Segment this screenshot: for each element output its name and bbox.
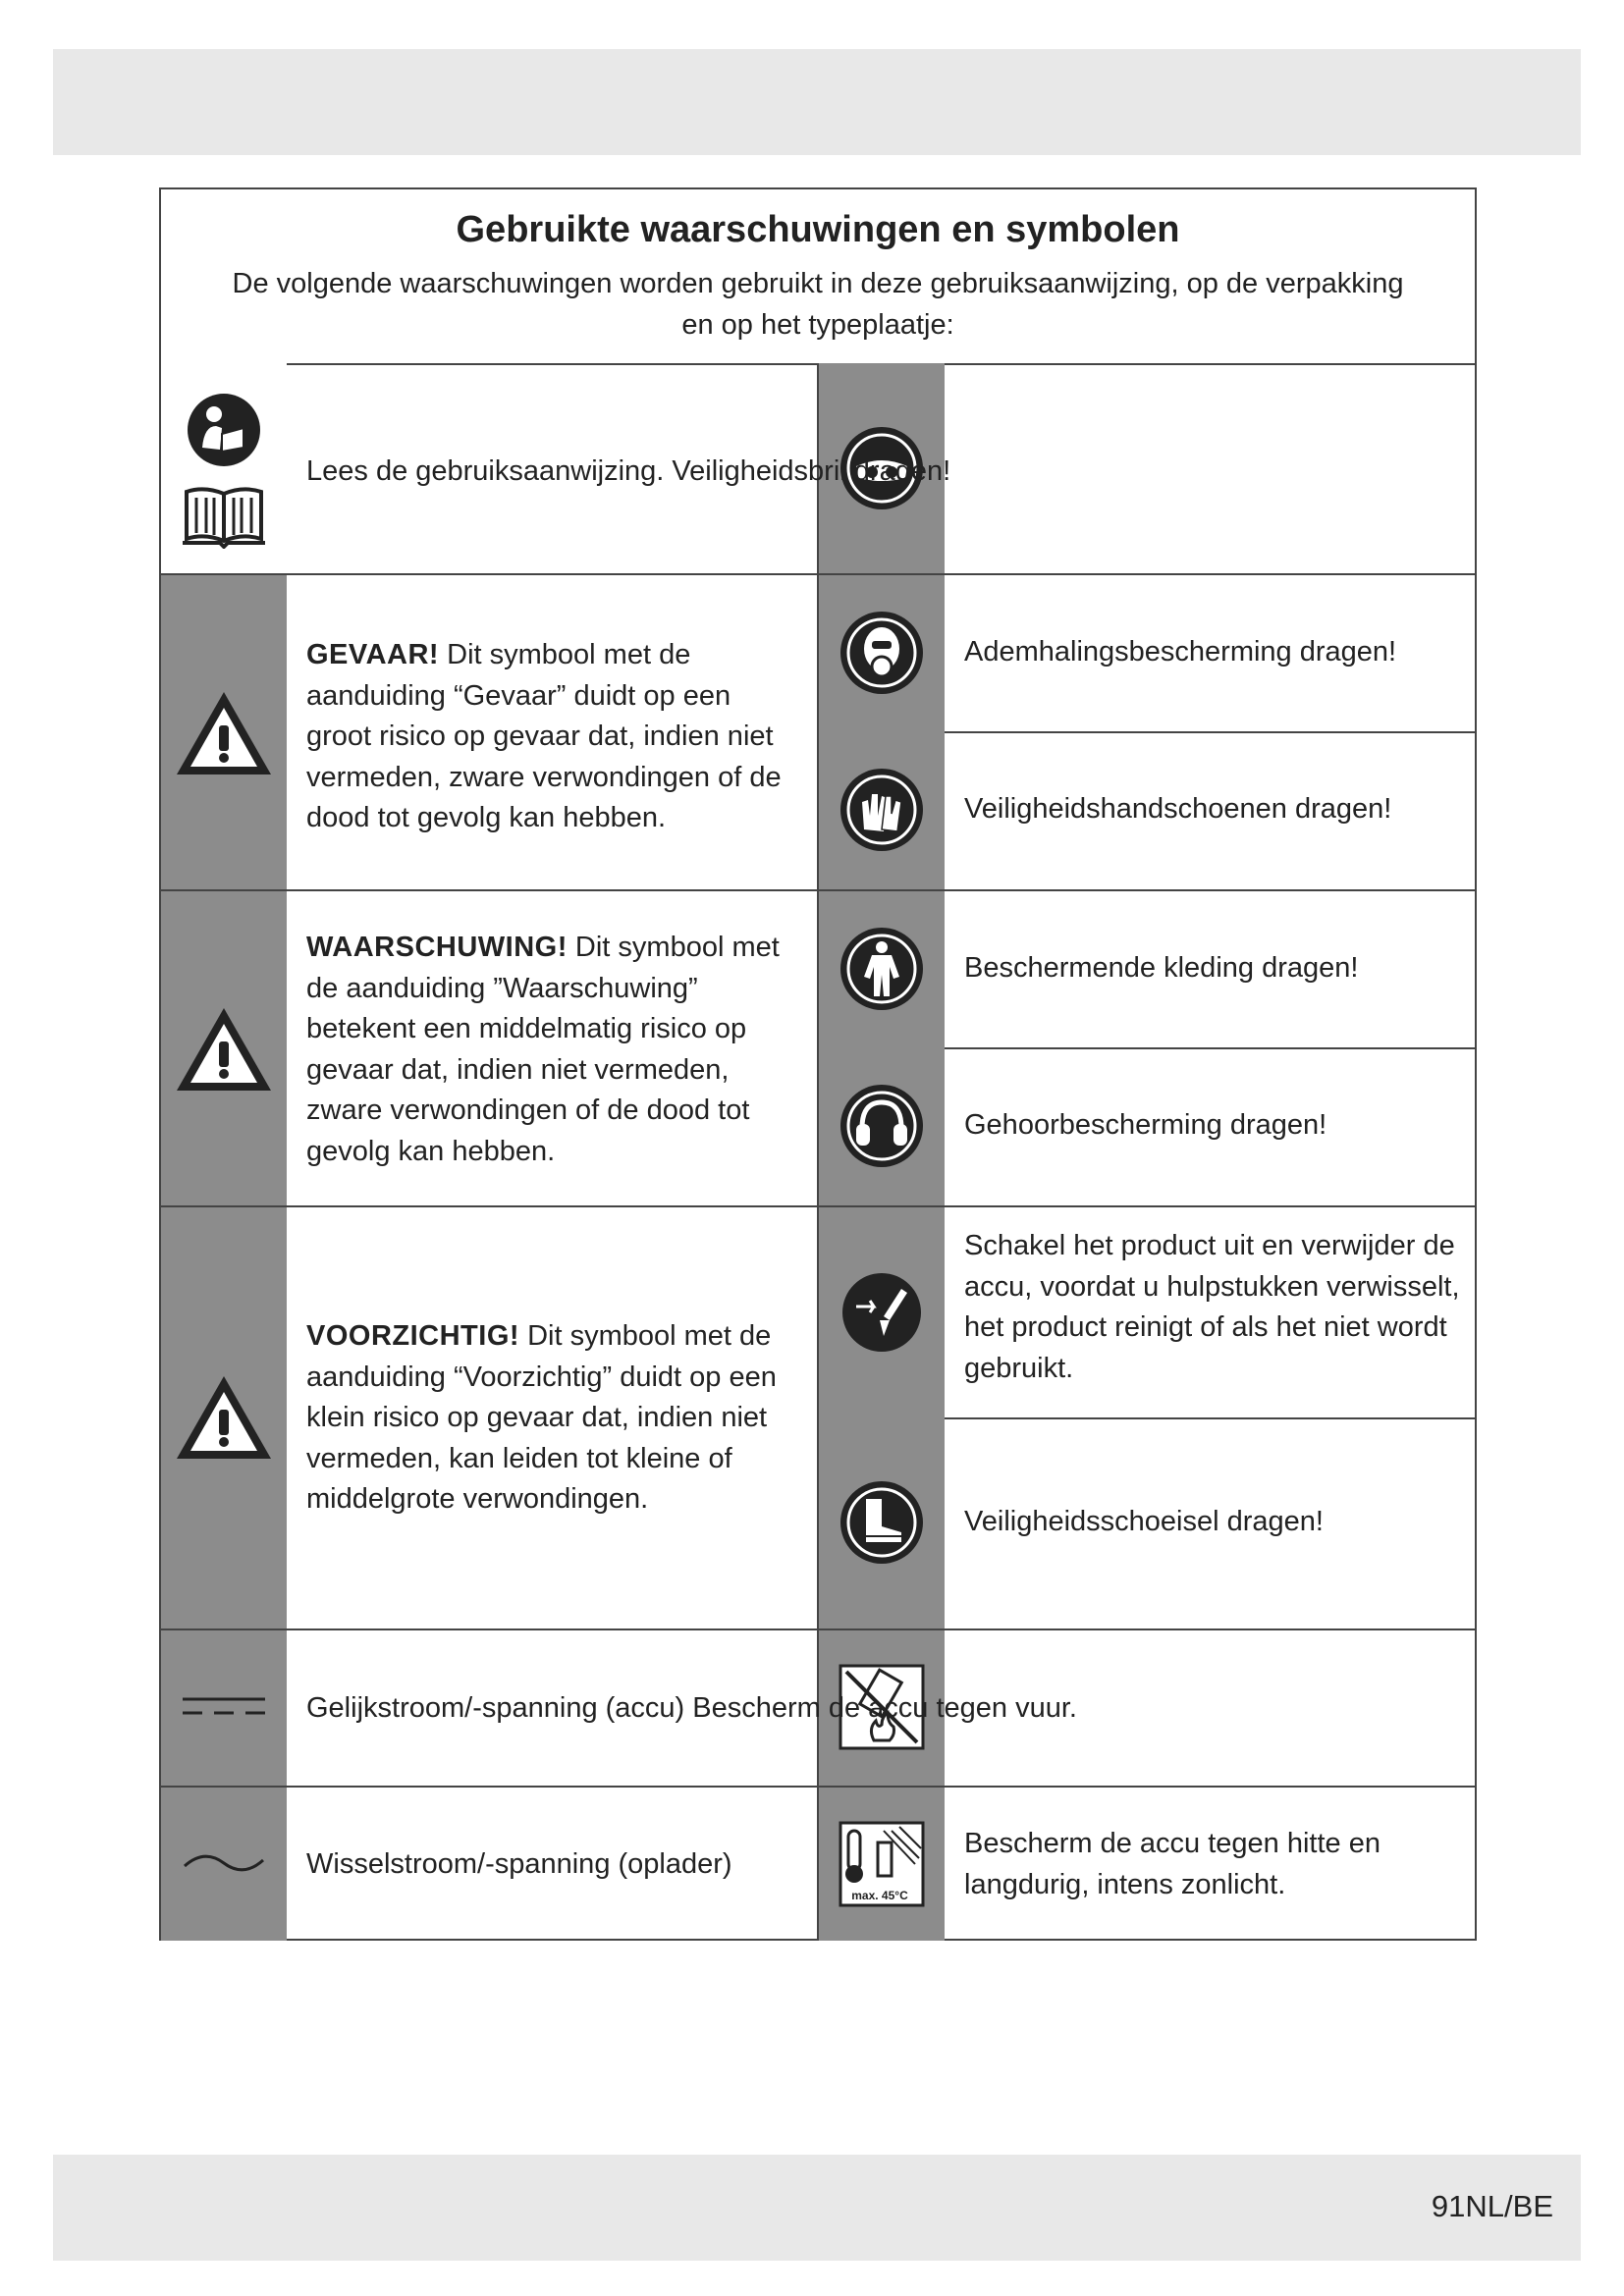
warning-text: WAARSCHUWING! Dit symbool met de aanduiding ”Waarschuwing” betekent een middelmatig risico op gevaar dat, indien niet vermeden, zware verwondingen of de dood tot gevolg kan hebben. (306, 932, 780, 1167)
page-number: 91NL/BE (1431, 2189, 1553, 2223)
book-icon (181, 484, 267, 549)
danger-label: GEVAAR! (306, 639, 440, 670)
warning-triangle-icon (173, 1004, 275, 1095)
respirator-text: Ademhalingsbescherming dragen! (964, 636, 1397, 667)
gloves-text: Veiligheidshandschoenen dragen! (964, 793, 1392, 825)
table-header (161, 189, 1475, 365)
top-band (53, 49, 1581, 155)
footer-band (53, 2155, 1581, 2261)
caution-label: VOORZICHTIG! (306, 1320, 520, 1352)
warning-label: WAARSCHUWING! (306, 932, 568, 963)
caution-text: VOORZICHTIG! Dit symbool met de aanduiding “Voorzichtig” duidt op een klein risico op gevaar dat, indien niet vermeden, kan leiden tot kleine of middelgrote verwondingen. (306, 1320, 777, 1515)
caution-triangle-icon (173, 1372, 275, 1463)
remove-battery-icon (840, 1271, 923, 1354)
hearing-text: Gehoorbescherming dragen! (964, 1109, 1327, 1141)
protective-clothing-icon (839, 926, 925, 1012)
manual-glasses-text: Lees de gebruiksaanwijzing. Veiligheidsbril dragen! (306, 455, 951, 487)
ac-text: Wisselstroom/-spanning (oplader) (306, 1848, 732, 1880)
danger-triangle-icon (173, 688, 275, 778)
safety-boots-icon (839, 1479, 925, 1566)
boots-text: Veiligheidsschoeisel dragen! (964, 1506, 1324, 1537)
max-temp-label: max. 45°C (851, 1889, 908, 1902)
intro-text: De volgende waarschuwingen worden gebruikt in deze gebruiksaanwijzing, op de verpakking en op het typeplaatje: (232, 268, 1404, 341)
heat-text: Bescherm de accu tegen hitte en langdurig, intens zonlicht. (964, 1828, 1380, 1900)
respirator-icon (839, 610, 925, 696)
clothing-text: Beschermende kleding dragen! (964, 952, 1359, 984)
dc-fire-text: Gelijkstroom/-spanning (accu) Bescherm de accu tegen vuur. (306, 1692, 1077, 1724)
gloves-icon (839, 767, 925, 853)
danger-text: GEVAAR! Dit symbool met de aanduiding “Gevaar” duidt op een groot risico op gevaar dat, indien niet vermeden, zware verwondingen of de dood tot gevolg kan hebben. (306, 639, 782, 833)
page-title: Gebruikte waarschuwingen en symbolen (456, 209, 1180, 250)
alternating-current-icon (181, 1848, 267, 1878)
read-manual-icon (185, 391, 263, 469)
hearing-protection-icon (839, 1083, 925, 1169)
heat-sunlight-icon (839, 1821, 925, 1907)
direct-current-icon (181, 1691, 267, 1721)
switch-off-text: Schakel het product uit en verwijder de accu, voordat u hulpstukken verwisselt, het product reinigt of als het niet wordt gebruikt. (964, 1230, 1460, 1384)
symbols-table (159, 187, 1477, 1941)
